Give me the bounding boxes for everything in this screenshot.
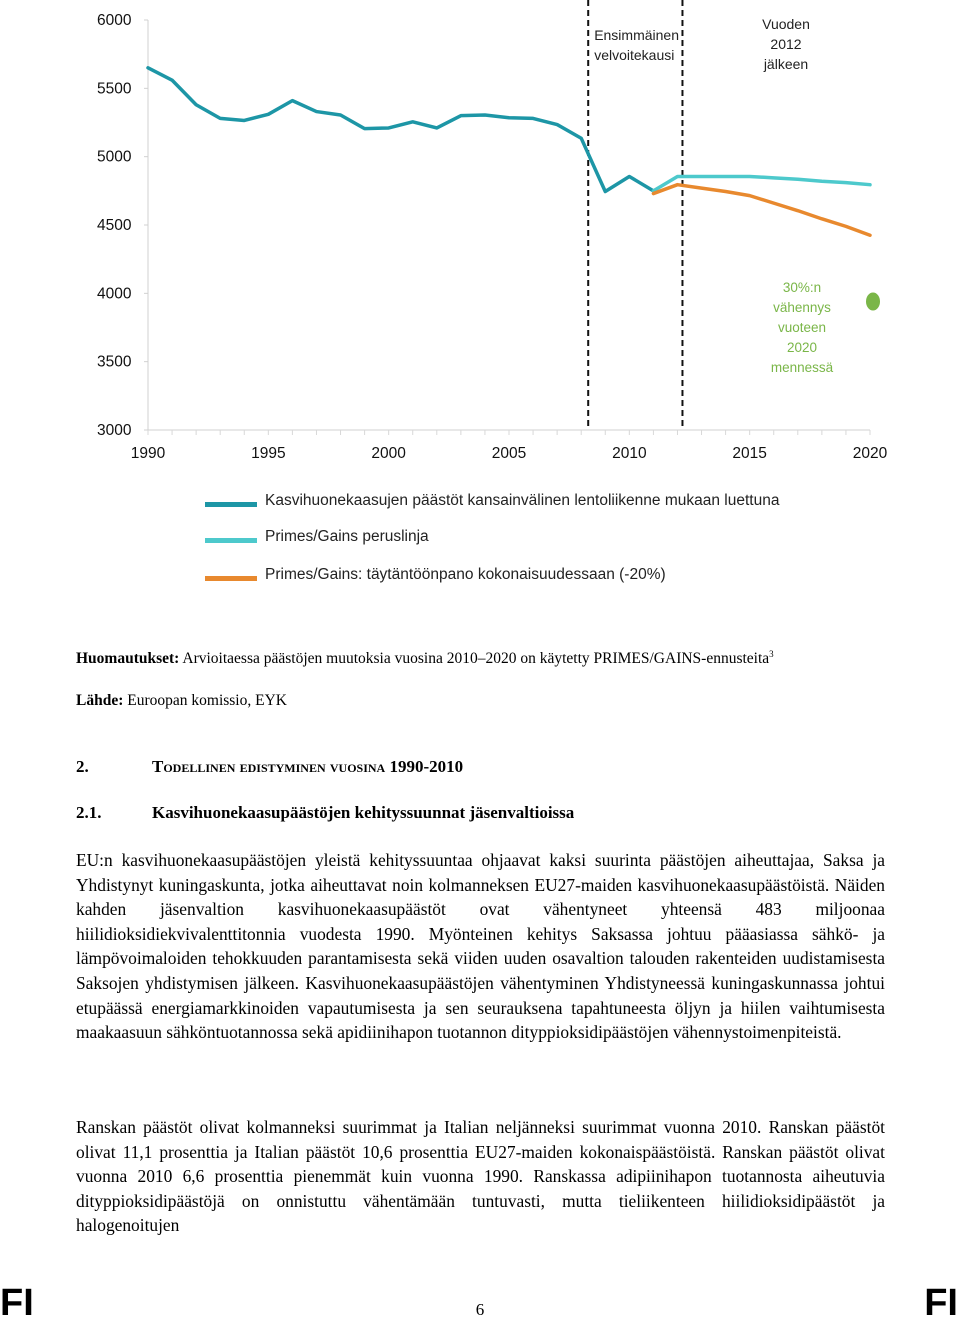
legend-item bbox=[205, 490, 885, 512]
x-tick-label: 1995 bbox=[251, 445, 286, 462]
x-tick-label: 2000 bbox=[371, 445, 406, 462]
x-tick-label: 2010 bbox=[612, 445, 647, 462]
remarks-text: Arvioitaessa päästöjen muutoksia vuosina 2010–2020 on käytetty PRIMES/GAINS-ennusteita bbox=[182, 650, 770, 667]
source-label: Lähde: bbox=[76, 692, 124, 709]
body-paragraph: Ranskan päästöt olivat kolmanneksi suurimmat ja Italian neljänneksi suurimmat vuonna 2010. Ranskan päästöt olivat 11,1 prosenttia ja Italian päästöt 10,6 prosenttia EU27-maiden kokonaispäästöistä. Ranskan päästöt olivat vuonna 2010 6,6 prosenttia pienemmät kuin vuonna 1990. Ranskassa adipiinihapon tuotannosta aiheutuvia dityppioksidipäästöjä on onnistuttu vähentämään tuntuvasti, mutta tieliikenteen hiilidioksidipäästöt ja halogenoitujen bbox=[76, 1117, 885, 1236]
section-title-years: 1990-2010 bbox=[389, 757, 464, 776]
section-number: 2. bbox=[76, 757, 89, 776]
y-tick-label: 4500 bbox=[97, 217, 132, 234]
section-title: odellinen edistyminen vuosina bbox=[163, 757, 386, 776]
footer-language-right: FI bbox=[924, 1282, 958, 1324]
target-label: vähennys bbox=[773, 300, 831, 315]
section-title-prefix: T bbox=[152, 757, 164, 776]
target-label: 2020 bbox=[786, 340, 818, 355]
period-marker-label: Ensimmäinen bbox=[594, 27, 680, 43]
emissions-chart bbox=[0, 0, 960, 470]
y-tick-label: 5500 bbox=[97, 80, 132, 98]
remarks-label: Huomautukset: bbox=[76, 650, 180, 667]
x-tick-label: 2015 bbox=[732, 445, 767, 462]
x-tick-label: 2005 bbox=[491, 445, 527, 462]
y-tick-label: 4000 bbox=[97, 285, 132, 303]
legend-item bbox=[205, 564, 885, 586]
target-label: mennessä bbox=[770, 360, 834, 375]
series-line bbox=[653, 185, 870, 236]
series-lines bbox=[148, 68, 870, 235]
y-tick-label: 3000 bbox=[97, 422, 132, 439]
chart-source bbox=[76, 692, 287, 710]
x-tick-label: 2020 bbox=[852, 445, 888, 462]
x-tick-label: 1990 bbox=[130, 445, 166, 462]
period-marker-label: 2012 bbox=[770, 36, 802, 52]
legend-label: Kasvihuonekaasujen päästöt kansainvälinen lentoliikenne mukaan luettuna bbox=[265, 492, 780, 509]
target-point bbox=[866, 293, 880, 311]
y-tick-label: 6000 bbox=[97, 12, 132, 29]
y-tick-label: 5000 bbox=[97, 148, 132, 166]
legend-swatch bbox=[205, 538, 257, 543]
series-line bbox=[653, 176, 870, 190]
section-heading bbox=[76, 757, 463, 777]
chart-remarks bbox=[76, 650, 774, 668]
x-axis bbox=[131, 430, 888, 462]
source-text: Euroopan komissio, EYK bbox=[127, 692, 287, 709]
legend-swatch bbox=[205, 576, 257, 581]
subsection-heading bbox=[76, 803, 574, 823]
target-label: 30%:n bbox=[782, 280, 822, 295]
footnote-ref: 3 bbox=[769, 648, 774, 659]
page-number: 6 bbox=[475, 1300, 485, 1319]
target-label: vuoteen bbox=[777, 320, 827, 335]
y-tick-label: 3500 bbox=[97, 353, 132, 371]
series-line bbox=[148, 68, 653, 192]
period-marker-label: jälkeen bbox=[763, 56, 809, 72]
period-marker-label: Vuoden bbox=[762, 16, 810, 32]
subsection-title: Kasvihuonekaasupäästöjen kehityssuunnat jäsenvaltioissa bbox=[152, 803, 575, 822]
legend-item bbox=[205, 526, 885, 548]
body-paragraph: EU:n kasvihuonekaasupäästöjen yleistä kehityssuuntaa ohjaavat kaksi suurinta päästöjen aiheuttajaa, Saksa ja Yhdistynyt kuningaskunta, jotka aiheuttavat noin kolmanneksen EU27-maiden kasvihuonekaasupäästöistä. Näiden kahden jäsenvaltion kasvihuonekaasupäästöt ovat vähentyneet yhteensä 483 miljoonaa hiilidioksidiekvivalenttitonnia vuodesta 1990. Myönteinen kehitys Saksassa johtuu pääasiassa sähkö- ja lämpövoimaloiden tehokkuuden parantamisesta sekä viiden uuden osavaltion talouden rakenteiden uudistamisesta Saksojen yhdistymisen jälkeen. Kasvihuonekaasupäästöjen vähentyminen Yhdistyneessä kuningaskunnassa johtui etupäässä energiamarkkinoiden vapautumisesta ja sen seurauksena tapahtuneesta öljyn ja hiilen vaihtumisesta maakaasuun sähköntuotannossa sekä apidiinihapon tuotannon dityppioksidipäästöjen vähennystoimenpiteistä. bbox=[76, 850, 885, 1043]
legend-swatch bbox=[205, 502, 257, 507]
footer-language-left: FI bbox=[0, 1282, 34, 1324]
period-marker-label: velvoitekausi bbox=[594, 47, 675, 63]
subsection-number: 2.1. bbox=[76, 803, 102, 822]
target-annotation bbox=[771, 280, 880, 375]
legend-label: Primes/Gains peruslinja bbox=[265, 528, 429, 545]
legend-label: Primes/Gains: täytäntöönpano kokonaisuudessaan (-20%) bbox=[265, 566, 666, 583]
y-axis bbox=[97, 12, 148, 439]
